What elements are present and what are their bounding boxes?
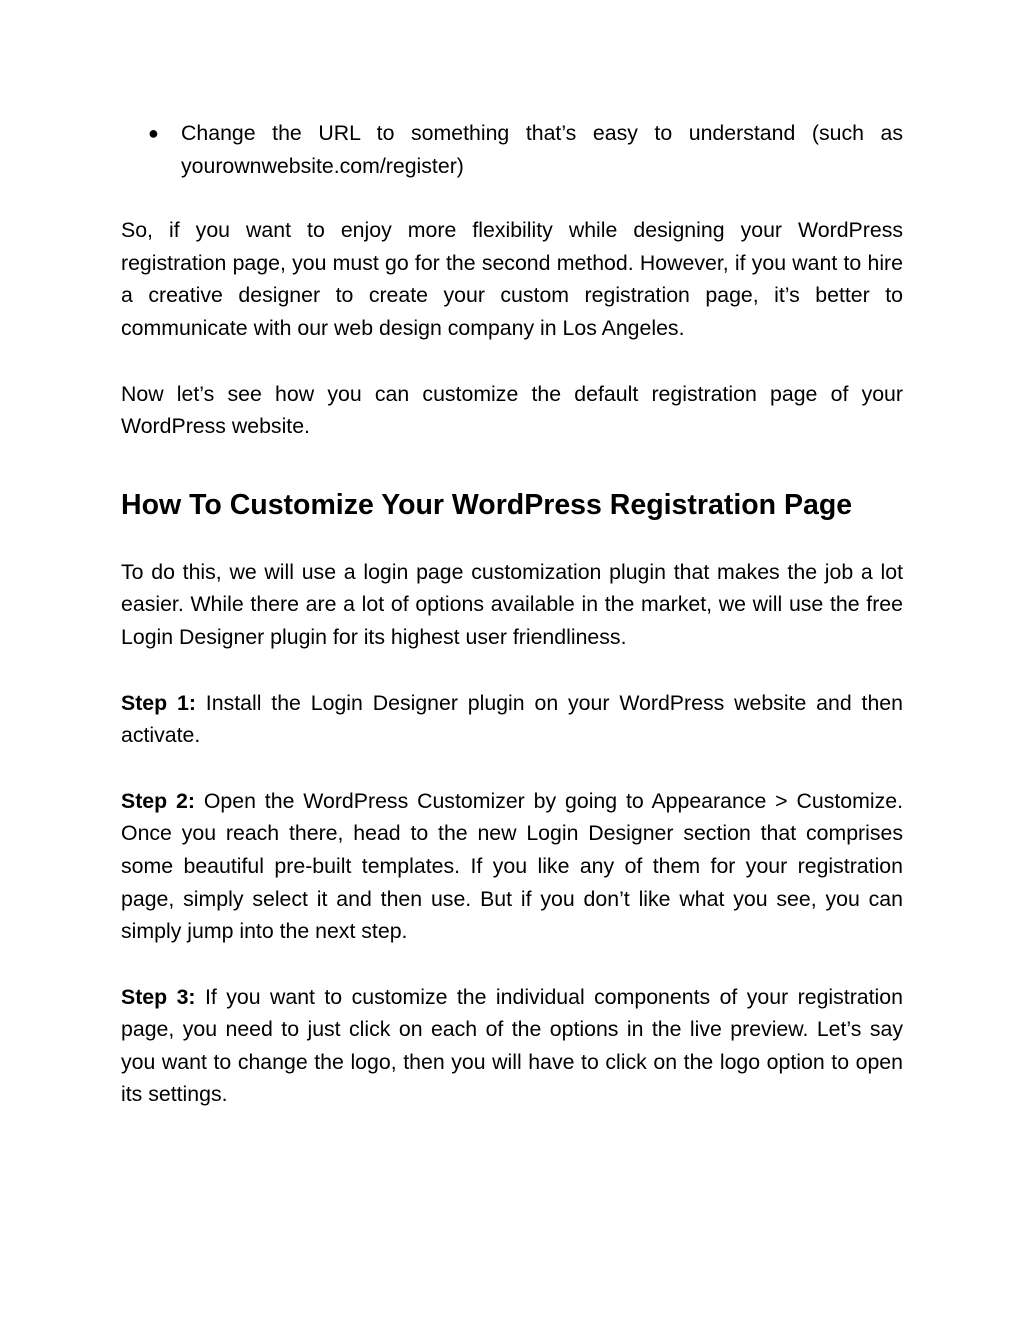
document-page (121, 117, 903, 1111)
list-item (148, 117, 903, 182)
step-1-paragraph (121, 687, 903, 752)
bullet-list (121, 117, 903, 182)
step-3-text: If you want to customize the individual components of your registration page, you need to just click on each of the options in the live preview. Let’s say you want to change the logo, then you will have to click on the logo option to open its settings. (121, 984, 903, 1107)
step-3-label: Step 3: (121, 984, 196, 1009)
step-2-label: Step 2: (121, 788, 195, 813)
step-1-text: Install the Login Designer plugin on your WordPress website and then activate. (121, 690, 904, 748)
step-2-text: Open the WordPress Customizer by going to Appearance > Customize. Once you reach there, head to the new Login Designer section that comprises some beautiful pre-built templates. If you like any of them for your registration page, simply select it and then use. But if you don’t like what you see, you can simply jump into the next step. (121, 788, 903, 944)
paragraph-flexibility: So, if you want to enjoy more flexibility while designing your WordPress registration page, you must go for the second method. However, if you want to hire a creative designer to create your custom registration page, it’s better to communicate with our web design company in Los Angeles. (121, 218, 903, 340)
step-1-label: Step 1: (121, 690, 196, 715)
step-2-paragraph (121, 785, 903, 948)
section-heading: How To Customize Your WordPress Registration Page (121, 488, 853, 521)
step-3-paragraph (121, 981, 903, 1111)
bullet-text: Change the URL to something that’s easy to understand (such as yourownwebsite.com/register) (181, 121, 903, 178)
paragraph-plugin-intro: To do this, we will use a login page customization plugin that makes the job a lot easier. While there are a lot of options available in the market, we will use the free Login Designer plugin for its highest user friendliness. (121, 559, 903, 649)
paragraph-customize-intro: Now let’s see how you can customize the default registration page of your WordPress website. (121, 381, 903, 439)
bullet-icon: ● (148, 123, 159, 143)
